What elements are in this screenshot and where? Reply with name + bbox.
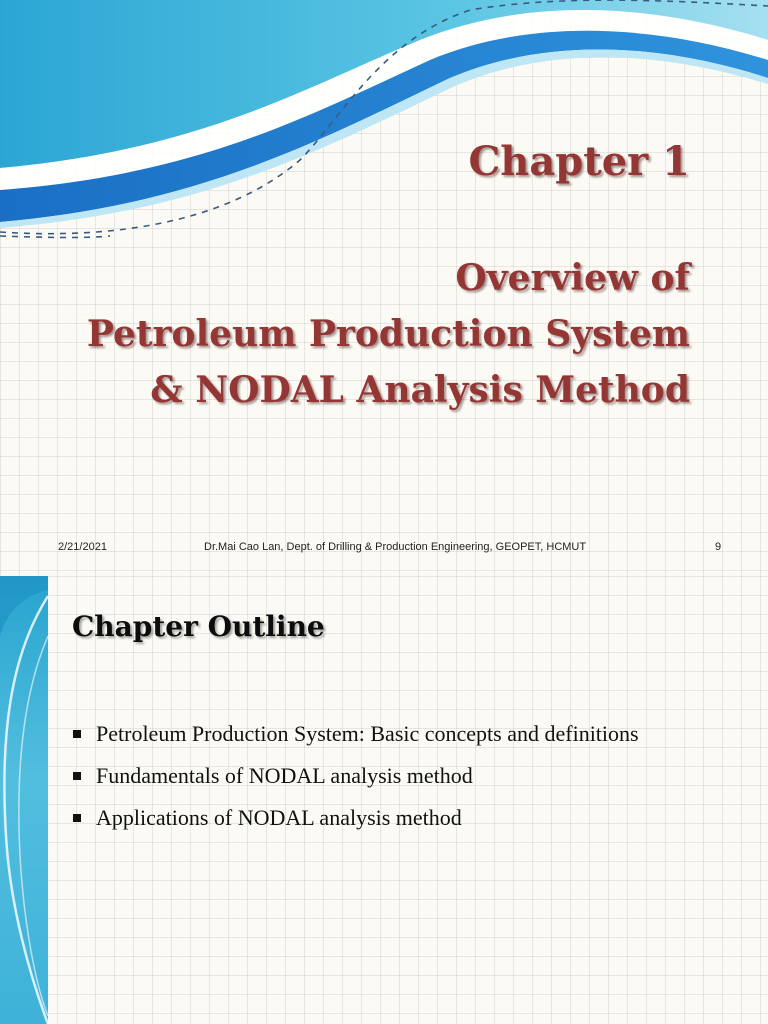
outline-title: Chapter Outline — [72, 610, 325, 643]
list-item — [72, 758, 734, 794]
chapter-title-line-2: Petroleum Production System — [86, 313, 690, 355]
outline-bullet-list — [72, 716, 734, 842]
chapter-number: Chapter 1 — [468, 138, 690, 185]
footer-author: Dr.Mai Cao Lan, Dept. of Drilling & Production Engineering, GEOPET, HCMUT — [204, 541, 587, 553]
footer-page-number: 9 — [715, 541, 722, 553]
sidebar-wave-decoration — [0, 576, 48, 1024]
list-item-text: Applications of NODAL analysis method — [96, 805, 462, 830]
chapter-title-line-1: Overview of — [455, 257, 690, 299]
list-item — [72, 716, 734, 752]
footer-date: 2/21/2021 — [58, 541, 107, 553]
square-bullet-icon — [73, 772, 81, 780]
chapter-title-line-3: & NODAL Analysis Method — [150, 369, 690, 411]
square-bullet-icon — [73, 814, 81, 822]
chapter-title — [87, 250, 690, 418]
sidebar-band — [0, 576, 48, 1024]
list-item-text: Petroleum Production System: Basic concepts and definitions — [96, 721, 639, 746]
list-item — [72, 800, 734, 836]
square-bullet-icon — [73, 730, 81, 738]
outline-slide — [0, 576, 768, 1024]
list-item-text: Fundamentals of NODAL analysis method — [96, 763, 473, 788]
